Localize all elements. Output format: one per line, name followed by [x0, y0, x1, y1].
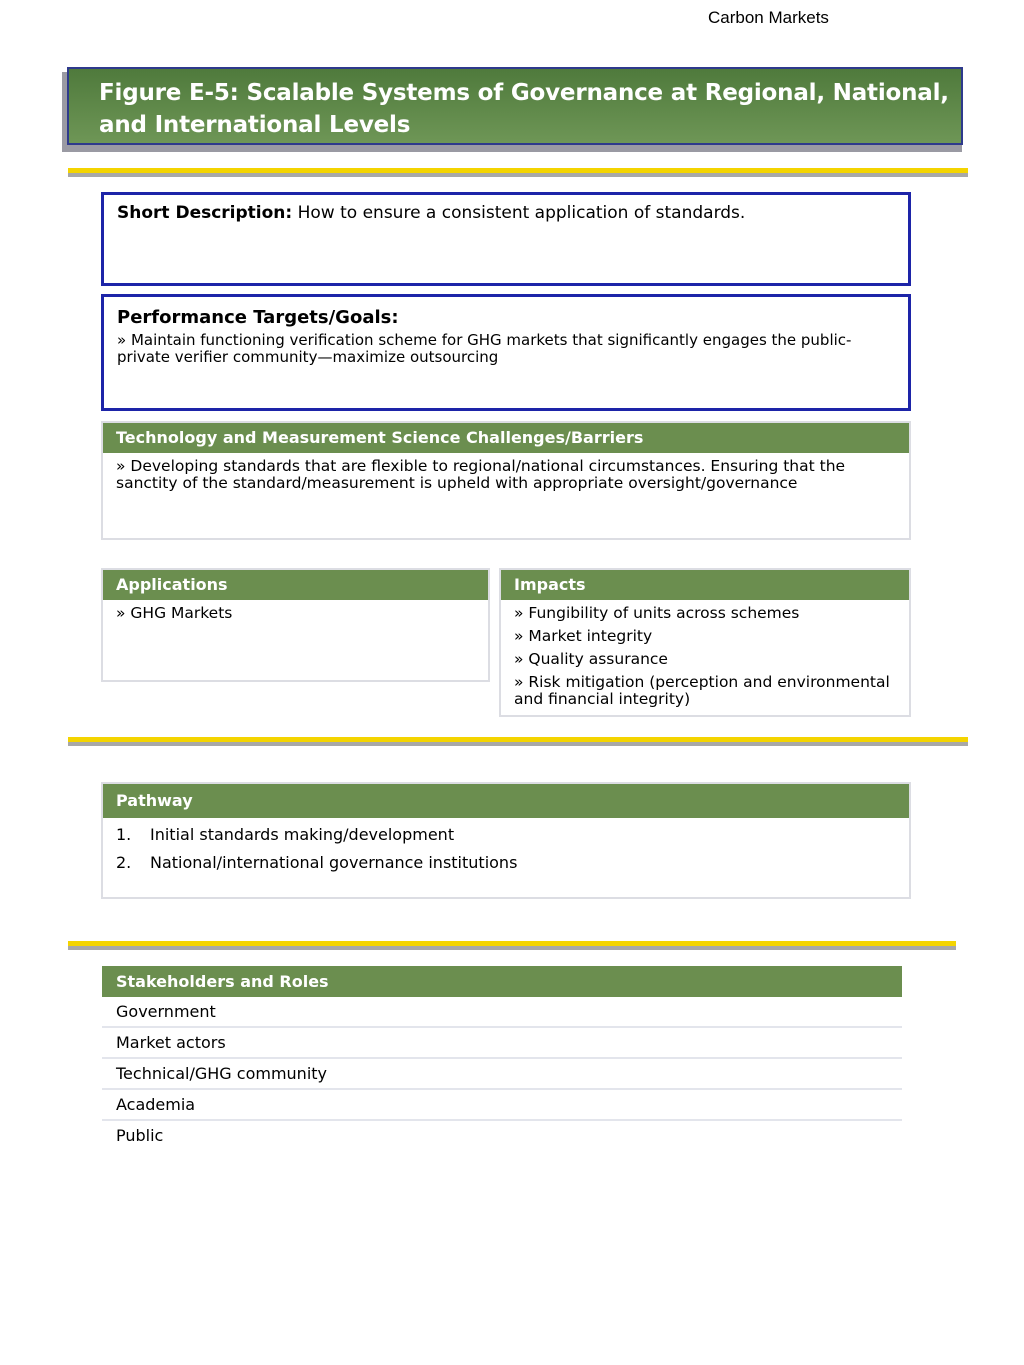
pathway-step-number: 2.	[116, 853, 132, 872]
performance-targets-label: Performance Targets/Goals:	[117, 307, 399, 328]
challenges-text: » Developing standards that are flexible to regional/national circumstances. Ensuring that the sanctity of the standard/measurement is upheld with appropriate oversight/governance	[116, 457, 846, 492]
applications-heading: Applications	[103, 570, 488, 600]
impacts-heading: Impacts	[501, 570, 909, 600]
impacts-panel	[499, 568, 911, 717]
challenges-heading: Technology and Measurement Science Challenges/Barriers	[103, 423, 909, 453]
pathway-step-number: 1.	[116, 825, 132, 844]
figure-title-banner	[67, 67, 963, 145]
stakeholder-row: Market actors	[102, 1028, 902, 1059]
pathway-step	[116, 852, 896, 874]
stakeholder-row: Academia	[102, 1090, 902, 1121]
figure-title-line-1: Figure E-5: Scalable Systems of Governance at Regional, National,	[99, 80, 949, 106]
performance-targets-text: » Maintain functioning verification scheme for GHG markets that significantly engages the public-private verifier community—maximize outsourcing	[117, 331, 852, 366]
impact-item: » Quality assurance	[514, 650, 668, 668]
stakeholder-row: Public	[116, 1126, 164, 1145]
running-header: Carbon Markets	[708, 8, 829, 27]
stakeholders-heading: Stakeholders and Roles	[102, 966, 902, 997]
impact-item: » Risk mitigation (perception and environmental and financial integrity)	[514, 673, 890, 708]
divider-rule	[68, 168, 968, 177]
stakeholder-row: Government	[102, 997, 902, 1028]
pathway-step-text: Initial standards making/development	[150, 825, 455, 844]
performance-targets-box	[101, 294, 911, 411]
pathway-heading: Pathway	[103, 784, 909, 818]
pathway-step-text: National/international governance institutions	[150, 853, 518, 872]
stakeholders-table	[102, 966, 902, 1150]
impact-item: » Market integrity	[514, 627, 653, 645]
figure-title-line-2: and International Levels	[99, 112, 411, 138]
divider-rule	[68, 737, 968, 746]
stakeholder-row: Technical/GHG community	[102, 1059, 902, 1090]
applications-panel	[101, 568, 490, 682]
impact-item: » Fungibility of units across schemes	[514, 604, 800, 622]
short-description-label: Short Description:	[117, 203, 293, 223]
divider-rule	[68, 941, 956, 950]
challenges-panel	[101, 421, 911, 540]
short-description-text: How to ensure a consistent application of standards.	[292, 203, 746, 223]
short-description-box	[101, 192, 911, 286]
pathway-panel	[101, 782, 911, 899]
application-item: » GHG Markets	[116, 604, 233, 622]
pathway-step	[116, 824, 896, 846]
